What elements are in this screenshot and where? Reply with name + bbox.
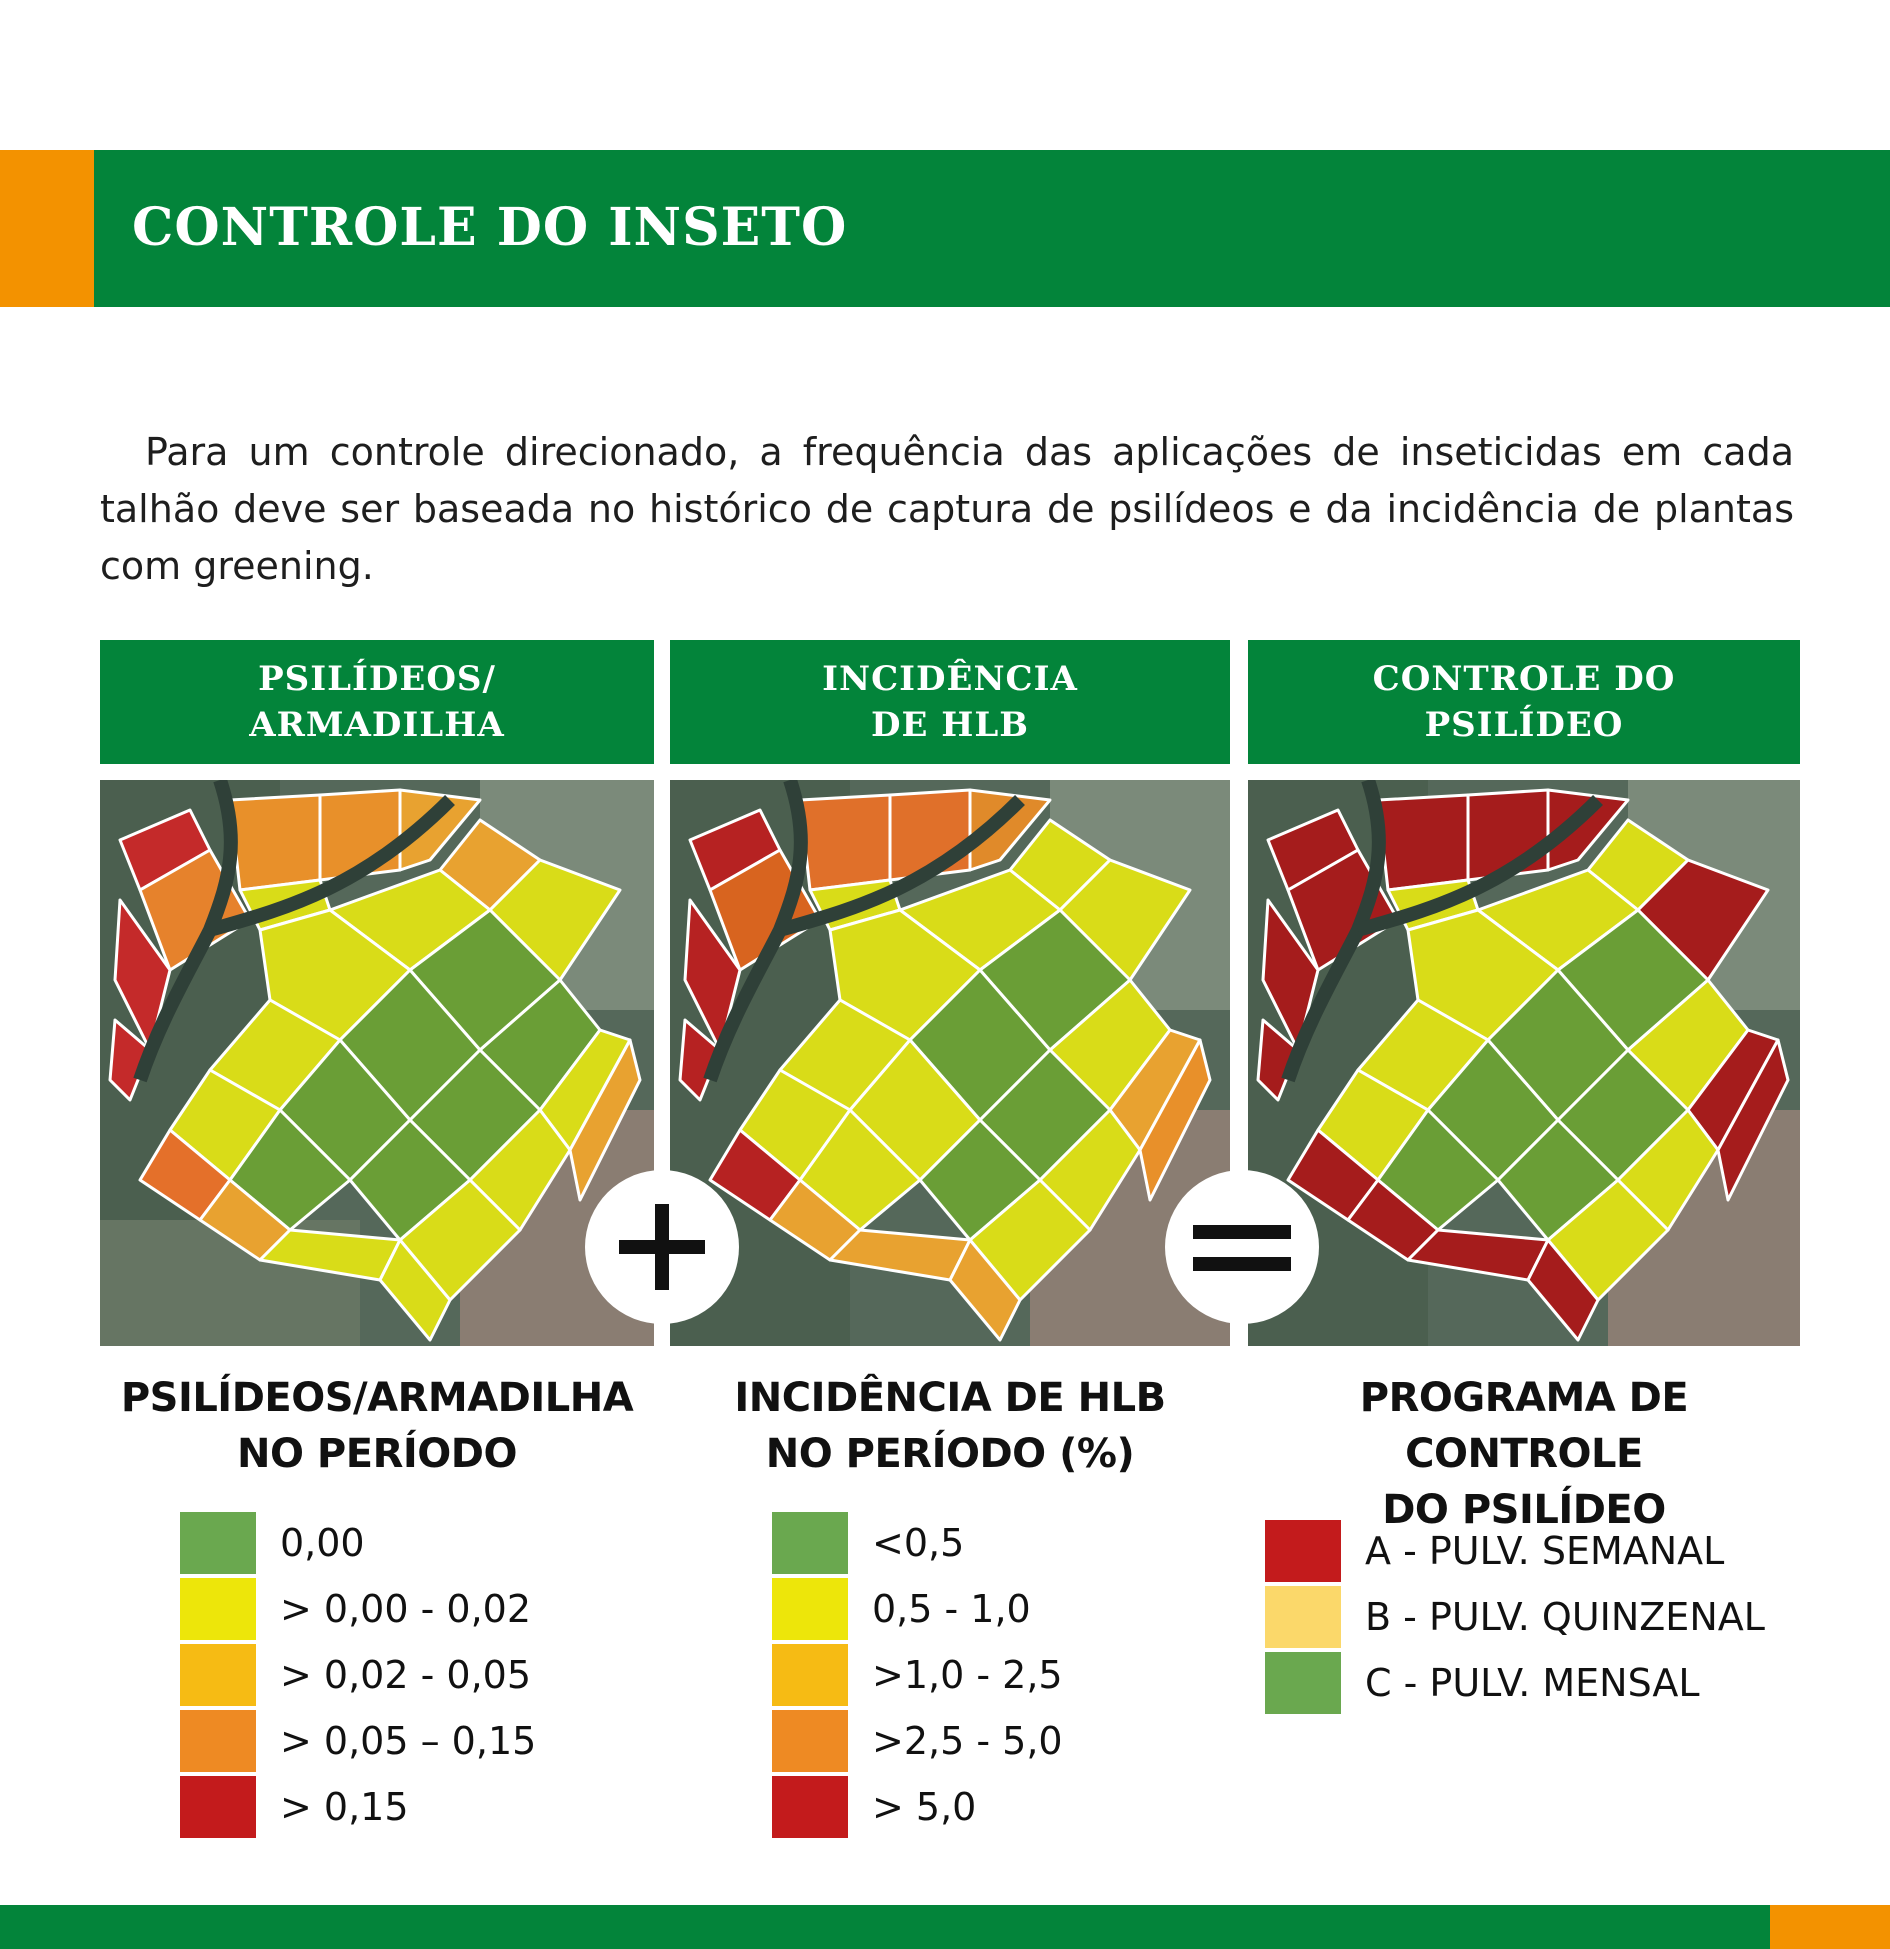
legend-title-hlb [670,1370,1230,1482]
legend-title-line: NO PERÍODO (%) [765,1431,1135,1477]
legend-item [1265,1520,1785,1586]
legend-swatch [180,1578,256,1640]
legend-swatch [180,1644,256,1706]
column-heading-psyllids [100,640,654,764]
legend-label: <0,5 [872,1521,965,1565]
heading-line: CONTROLE DO [1372,659,1676,699]
legend-title-control [1248,1370,1800,1538]
page-title: CONTROLE DO INSETO [132,197,848,258]
legend-label: C - PULV. MENSAL [1365,1661,1700,1705]
legend-swatch [180,1776,256,1838]
map-psyllid-control-program [1248,780,1800,1346]
legend-item [772,1512,1292,1578]
legend-swatch [772,1776,848,1838]
legend-title-line: PROGRAMA DE CONTROLE [1359,1375,1689,1477]
legend-label: > 0,15 [280,1785,409,1829]
legend-title-line: DO PSILÍDEO [1382,1487,1666,1533]
legend-swatch [180,1512,256,1574]
legend-swatch [772,1512,848,1574]
legend-label: >2,5 - 5,0 [872,1719,1063,1763]
legend-item [772,1776,1292,1842]
header-accent-bar [0,150,94,307]
heading-line: PSILÍDEO [1424,705,1624,745]
legend-label: B - PULV. QUINZENAL [1365,1595,1765,1639]
heading-line: INCIDÊNCIA [822,659,1078,699]
legend-item [180,1512,700,1578]
legend-swatch [1265,1586,1341,1648]
legend-item [772,1578,1292,1644]
footer-accent-bar [1770,1905,1890,1949]
legend-label: > 0,00 - 0,02 [280,1587,532,1631]
legend-title-line: INCIDÊNCIA DE HLB [734,1375,1166,1421]
footer-bar [0,1905,1890,1949]
legend-swatch [180,1710,256,1772]
legend-label: >1,0 - 2,5 [872,1653,1063,1697]
legend-title-psyllids [100,1370,654,1482]
legend-swatch [1265,1652,1341,1714]
heading-line: ARMADILHA [249,705,505,745]
legend-swatch [772,1578,848,1640]
legend-label: 0,00 [280,1521,365,1565]
heading-line: PSILÍDEOS/ [258,659,496,699]
legend-item [772,1644,1292,1710]
map-hlb-incidence [670,780,1230,1346]
legend-label: A - PULV. SEMANAL [1365,1529,1725,1573]
legend-swatch [772,1710,848,1772]
legend-label: > 5,0 [872,1785,977,1829]
header-banner [0,150,1890,307]
intro-paragraph: Para um controle direcionado, a frequência das aplicações de inseticidas em cada talhão deve ser baseada no histórico de captura de psilídeos e da incidência de plantas com greening. [100,430,1794,588]
legend-item [180,1710,700,1776]
plus-sign-icon [585,1170,739,1324]
legend-label: 0,5 - 1,0 [872,1587,1031,1631]
legend-title-line: PSILÍDEOS/ARMADILHA [120,1375,634,1421]
legend-item [180,1644,700,1710]
equals-sign-icon [1165,1170,1319,1324]
column-heading-psyllid-control [1248,640,1800,764]
legend-swatch [772,1644,848,1706]
map-psyllids-per-trap [100,780,654,1346]
heading-line: DE HLB [870,705,1029,745]
legend-item [772,1710,1292,1776]
legend-item [1265,1652,1785,1718]
legend-swatch [1265,1520,1341,1582]
column-heading-hlb-incidence [670,640,1230,764]
legend-item [180,1578,700,1644]
legend-item [1265,1586,1785,1652]
legend-item [180,1776,700,1842]
legend-title-line: NO PERÍODO [237,1431,517,1477]
legend-label: > 0,02 - 0,05 [280,1653,532,1697]
legend-label: > 0,05 – 0,15 [280,1719,537,1763]
